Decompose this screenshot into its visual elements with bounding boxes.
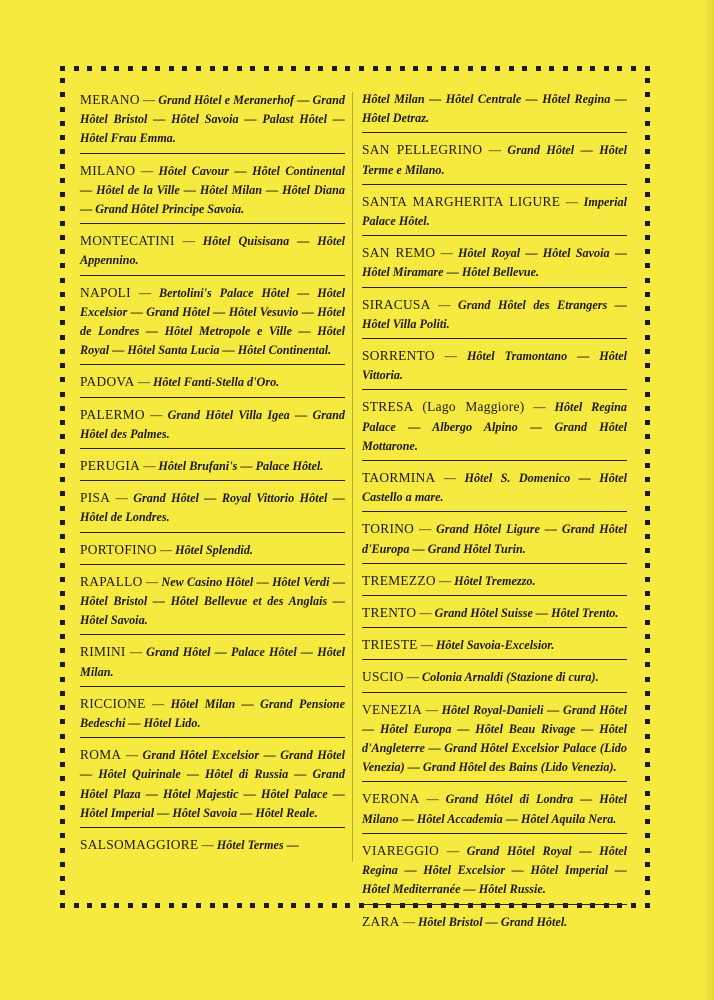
border-dot: [645, 862, 650, 867]
border-dot: [645, 748, 650, 753]
border-dot: [645, 691, 650, 696]
hotel-list: Hôtel Brufani's — Palace Hôtel.: [158, 459, 324, 474]
border-dot: [645, 135, 650, 140]
border-dot: [645, 66, 650, 71]
hotel-list: Grand Hôtel Villa Igea — Grand Hôtel des Palmes.: [80, 407, 346, 441]
border-dot: [223, 66, 228, 71]
border-dot: [60, 463, 65, 468]
city-name: SIRACUSA: [362, 296, 431, 312]
hotel-entry: NAPOLI — Bertolini's Palace Hôtel — Hôtel Excelsior — Grand Hôtel — Hôtel Vesuvio — Hôtel de Londres — Hôtel Metropole e Ville — Hôtel Royal — Hôtel Santa Lucia — Hôtel Continental.: [80, 281, 345, 366]
hotel-entry: ZARA — Hôtel Bristol — Grand Hôtel.: [362, 913, 568, 929]
border-dot: [495, 66, 500, 71]
border-dot: [359, 66, 364, 71]
border-dot: [577, 66, 582, 71]
border-dot: [60, 862, 65, 867]
border-dot: [645, 392, 650, 397]
hotel-entry: TORINO — Grand Hôtel Ligure — Grand Hôtel d'Europa — Grand Hôtel Turin.: [362, 517, 627, 563]
border-dot: [645, 235, 650, 240]
city-name: ROMA: [80, 747, 122, 763]
city-name: VIAREGGIO: [362, 842, 440, 858]
hotel-list: Hôtel Regina Palace — Albergo Alpino — Grand Hôtel Mottarone.: [362, 400, 627, 453]
border-dot: [645, 890, 650, 895]
border-dot: [645, 249, 650, 254]
border-dot: [645, 648, 650, 653]
border-dot: [60, 833, 65, 838]
border-dot: [645, 534, 650, 539]
border-dot: [60, 164, 65, 169]
border-dot: [305, 903, 310, 908]
border-dot: [60, 662, 65, 667]
border-dot: [60, 107, 65, 112]
border-dot: [60, 206, 65, 211]
border-dot: [318, 66, 323, 71]
hotel-entry: MERANO — Grand Hôtel e Meranerhof — Grand Hôtel Bristol — Hôtel Savoia — Palast Hôtel — Hôtel Frau Emma.: [80, 88, 345, 154]
city-name: PADOVA: [80, 374, 135, 390]
hotel-entry: PALERMO — Grand Hôtel Villa Igea — Grand Hôtel des Palmes.: [80, 403, 345, 449]
border-dot: [332, 66, 337, 71]
border-dot: [87, 903, 92, 908]
top-dot-border: [60, 66, 650, 72]
city-name: RIMINI: [80, 644, 126, 660]
city-name: VENEZIA: [362, 701, 423, 717]
hotel-list: Hôtel Tremezzo.: [454, 573, 536, 588]
border-dot: [210, 903, 215, 908]
hotel-entry: RAPALLO — New Casino Hôtel — Hôtel Verdi — Hôtel Bristol — Hôtel Bellevue et des Anglais — Hôtel Savoia.: [80, 570, 345, 636]
hotel-list: Grand Hôtel Ligure — Grand Hôtel d'Europa — Grand Hôtel Turin.: [362, 522, 628, 556]
city-name: RICCIONE: [80, 695, 146, 711]
border-dot: [645, 420, 650, 425]
border-dot: [645, 805, 650, 810]
border-dot: [645, 833, 650, 838]
hotel-list: Grand Hôtel e Meranerhof — Grand Hôtel Bristol — Hôtel Savoia — Palast Hôtel — Hôtel Frau Emma.: [80, 93, 345, 146]
border-dot: [645, 876, 650, 881]
border-dot: [645, 349, 650, 354]
right-column: [362, 88, 627, 941]
border-dot: [60, 92, 65, 97]
city-name: MONTECATINI: [80, 233, 175, 249]
border-dot: [645, 620, 650, 625]
border-dot: [645, 192, 650, 197]
border-dot: [128, 66, 133, 71]
hotel-entry: RIMINI — Grand Hôtel — Palace Hôtel — Hôtel Milan.: [80, 640, 345, 686]
city-name: NAPOLI: [80, 284, 131, 300]
city-name: TREMEZZO: [362, 572, 436, 588]
border-dot: [155, 903, 160, 908]
border-dot: [291, 903, 296, 908]
border-dot: [60, 691, 65, 696]
border-dot: [454, 66, 459, 71]
border-dot: [60, 776, 65, 781]
hotel-entry: STRESA (Lago Maggiore) — Hôtel Regina Palace — Albergo Alpino — Grand Hôtel Mottarone.: [362, 395, 627, 461]
border-dot: [645, 548, 650, 553]
border-dot: [631, 903, 636, 908]
border-dot: [60, 278, 65, 283]
border-dot: [645, 121, 650, 126]
border-dot: [60, 335, 65, 340]
border-dot: [400, 66, 405, 71]
border-dot: [645, 506, 650, 511]
border-dot: [617, 66, 622, 71]
hotel-list: Grand Hôtel des Etrangers — Hôtel Villa Politi.: [362, 297, 627, 331]
border-dot: [60, 292, 65, 297]
page-edge: [706, 0, 714, 1000]
hotel-list: Hôtel Bristol — Grand Hôtel.: [417, 914, 568, 929]
border-dot: [332, 903, 337, 908]
border-dot: [60, 620, 65, 625]
left-dot-border: [60, 78, 66, 896]
border-dot: [645, 677, 650, 682]
border-dot: [645, 149, 650, 154]
hotel-entry: ROMA — Grand Hôtel Excelsior — Grand Hôtel — Hôtel Quirinale — Hôtel di Russia — Grand Hôtel Plaza — Hôtel Majestic — Hôtel Palace — Hôtel Imperial — Hôtel Savoia — Hôtel Reale.: [80, 743, 345, 828]
border-dot: [60, 734, 65, 739]
hotel-entry: TRENTO — Grand Hôtel Suisse — Hôtel Trento.: [362, 601, 627, 628]
border-dot: [645, 791, 650, 796]
hotel-entry: RICCIONE — Hôtel Milan — Grand Pensione Bedeschi — Hôtel Lido.: [80, 692, 345, 738]
city-name: PORTOFINO: [80, 541, 157, 557]
hotel-entry: SAN REMO — Hôtel Royal — Hôtel Savoia — Hôtel Miramare — Hôtel Bellevue.: [362, 241, 627, 287]
hotel-entry: TRIESTE — Hôtel Savoia-Excelsior.: [362, 633, 627, 660]
border-dot: [481, 66, 486, 71]
border-dot: [60, 349, 65, 354]
border-dot: [522, 66, 527, 71]
city-name: RAPALLO: [80, 573, 143, 589]
hotel-list: Hôtel Cavour — Hôtel Continental — Hôtel de la Ville — Hôtel Milan — Hôtel Diana — Grand Hôtel Principe Savoia.: [80, 163, 345, 217]
border-dot: [60, 890, 65, 895]
border-dot: [60, 306, 65, 311]
hotel-list: Hôtel Savoia-Excelsior.: [435, 638, 555, 653]
border-dot: [196, 66, 201, 71]
border-dot: [645, 92, 650, 97]
border-dot: [60, 263, 65, 268]
hotel-entry: [362, 88, 627, 133]
hotel-list: New Casino Hôtel — Hôtel Verdi — Hôtel Bristol — Hôtel Bellevue et des Anglais — Hôtel Savoia.: [80, 574, 346, 628]
border-dot: [305, 66, 310, 71]
border-dot: [60, 66, 65, 71]
border-dot: [645, 719, 650, 724]
border-dot: [114, 903, 119, 908]
border-dot: [645, 705, 650, 710]
hotel-entry: TAORMINA — Hôtel S. Domenico — Hôtel Castello a mare.: [362, 466, 627, 512]
hotel-list: Grand Hôtel Royal — Hôtel Regina — Hôtel Excelsior — Hôtel Imperial — Hôtel Mediterranée — Hôtel Russie.: [362, 843, 627, 897]
border-dot: [645, 292, 650, 297]
border-dot: [645, 634, 650, 639]
hotel-list: Grand Hôtel di Londra — Hôtel Milano — Hôtel Accademia — Hôtel Aquila Nera.: [362, 792, 627, 826]
border-dot: [142, 903, 147, 908]
hotel-entry: SIRACUSA — Grand Hôtel des Etrangers — Hôtel Villa Politi.: [362, 293, 627, 339]
border-dot: [60, 149, 65, 154]
border-dot: [60, 477, 65, 482]
border-dot: [631, 66, 636, 71]
border-dot: [60, 406, 65, 411]
border-dot: [60, 221, 65, 226]
border-dot: [645, 178, 650, 183]
hotel-list: Hôtel Royal — Hôtel Savoia — Hôtel Miramare — Hôtel Bellevue.: [362, 246, 628, 280]
hotel-list: Grand Hôtel Excelsior — Grand Hôtel — Hôtel Quirinale — Hôtel di Russia — Grand Hôtel Plaza — Hôtel Majestic — Hôtel Palace — Hôtel Imperial — Hôtel Savoia — Hôtel Reale.: [80, 748, 345, 820]
border-dot: [645, 848, 650, 853]
border-dot: [509, 66, 514, 71]
left-column: [80, 88, 345, 864]
border-dot: [645, 434, 650, 439]
border-dot: [128, 903, 133, 908]
border-dot: [549, 66, 554, 71]
border-dot: [60, 762, 65, 767]
border-dot: [101, 903, 106, 908]
border-dot: [645, 605, 650, 610]
border-dot: [645, 107, 650, 112]
border-dot: [645, 335, 650, 340]
border-dot: [60, 392, 65, 397]
hotel-list: Grand Hôtel — Palace Hôtel — Hôtel Milan.: [80, 645, 345, 679]
border-dot: [60, 506, 65, 511]
border-dot: [60, 805, 65, 810]
hotel-list: Hôtel Milan — Hôtel Centrale — Hôtel Regina — Hôtel Detraz.: [362, 92, 627, 126]
hotel-list: Hôtel Fanti-Stella d'Oro.: [152, 375, 280, 390]
border-dot: [590, 66, 595, 71]
city-name: TAORMINA: [362, 470, 436, 486]
city-name: SANTA MARGHERITA LIGURE: [362, 193, 561, 209]
border-dot: [114, 66, 119, 71]
border-dot: [645, 263, 650, 268]
border-dot: [60, 320, 65, 325]
city-name: USCIO: [362, 669, 404, 685]
border-dot: [60, 577, 65, 582]
border-dot: [60, 705, 65, 710]
border-dot: [318, 903, 323, 908]
city-name: PALERMO: [80, 406, 145, 422]
border-dot: [645, 903, 650, 908]
border-dot: [60, 903, 65, 908]
border-dot: [60, 520, 65, 525]
border-dot: [237, 903, 242, 908]
right-dot-border: [645, 78, 651, 896]
border-dot: [87, 66, 92, 71]
hotel-entry: USCIO — Colonia Arnaldi (Stazione di cura).: [362, 665, 627, 692]
border-dot: [345, 903, 350, 908]
border-dot: [60, 249, 65, 254]
border-dot: [60, 848, 65, 853]
border-dot: [536, 66, 541, 71]
border-dot: [427, 66, 432, 71]
border-dot: [60, 192, 65, 197]
hotel-list: Hôtel S. Domenico — Hôtel Castello a mare.: [362, 471, 627, 505]
border-dot: [645, 776, 650, 781]
city-name: TORINO: [362, 521, 415, 537]
border-dot: [60, 135, 65, 140]
border-dot: [645, 206, 650, 211]
hotel-list: Imperial Palace Hôtel.: [362, 194, 627, 229]
hotel-entry: VIAREGGIO — Grand Hôtel Royal — Hôtel Regina — Hôtel Excelsior — Hôtel Imperial — Hôtel Mediterranée — Hôtel Russie.: [362, 839, 627, 905]
border-dot: [101, 66, 106, 71]
hotel-list: Hôtel Splendid.: [175, 542, 253, 557]
border-dot: [60, 791, 65, 796]
city-name: ZARA: [362, 913, 400, 929]
border-dot: [645, 577, 650, 582]
city-name: MERANO: [80, 92, 140, 107]
border-dot: [291, 66, 296, 71]
border-dot: [645, 819, 650, 824]
border-dot: [278, 903, 283, 908]
city-name: TRENTO: [362, 605, 417, 621]
border-dot: [250, 903, 255, 908]
border-dot: [60, 491, 65, 496]
border-dot: [441, 66, 446, 71]
hotel-entry: MONTECATINI — Hôtel Quisisana — Hôtel Appennino.: [80, 229, 345, 275]
hotel-entry: SORRENTO — Hôtel Tramontano — Hôtel Vittoria.: [362, 344, 627, 390]
border-dot: [250, 66, 255, 71]
border-dot: [237, 66, 242, 71]
border-dot: [645, 477, 650, 482]
border-dot: [60, 677, 65, 682]
border-dot: [60, 377, 65, 382]
city-name: SAN REMO: [362, 245, 436, 261]
border-dot: [60, 819, 65, 824]
hotel-entry: PADOVA — Hôtel Fanti-Stella d'Oro.: [80, 370, 345, 397]
border-dot: [413, 66, 418, 71]
border-dot: [645, 221, 650, 226]
hotel-entry: SANTA MARGHERITA LIGURE — Imperial Palace Hôtel.: [362, 190, 627, 236]
border-dot: [60, 78, 65, 83]
border-dot: [60, 719, 65, 724]
border-dot: [563, 66, 568, 71]
city-name: MILANO: [80, 162, 136, 178]
border-dot: [182, 903, 187, 908]
hotel-entry: VENEZIA — Hôtel Royal-Danieli — Grand Hôtel — Hôtel Europa — Hôtel Beau Rivage — Hôtel d'Angleterre — Grand Hôtel Excelsior Palace (Lido Venezia) — Grand Hôtel des Bains (Lido Venezia).: [362, 698, 627, 783]
border-dot: [74, 66, 79, 71]
border-dot: [142, 66, 147, 71]
border-dot: [345, 66, 350, 71]
border-dot: [264, 66, 269, 71]
border-dot: [645, 491, 650, 496]
border-dot: [155, 66, 160, 71]
border-dot: [645, 78, 650, 83]
city-name: SORRENTO: [362, 348, 435, 364]
hotel-entry: TREMEZZO — Hôtel Tremezzo.: [362, 569, 627, 596]
border-dot: [645, 563, 650, 568]
border-dot: [210, 66, 215, 71]
border-dot: [645, 377, 650, 382]
border-dot: [60, 235, 65, 240]
border-dot: [60, 634, 65, 639]
border-dot: [182, 66, 187, 71]
hotel-entry: VERONA — Grand Hôtel di Londra — Hôtel Milano — Hôtel Accademia — Hôtel Aquila Nera.: [362, 787, 627, 833]
city-name: VERONA: [362, 791, 420, 807]
border-dot: [645, 278, 650, 283]
hotel-list: Hôtel Tramontano — Hôtel Vittoria.: [362, 349, 628, 383]
border-dot: [223, 903, 228, 908]
hotel-entry: PISA — Grand Hôtel — Royal Vittorio Hôtel — Hôtel de Londres.: [80, 486, 345, 532]
city-name: STRESA (Lago Maggiore): [362, 399, 525, 415]
hotel-list: Grand Hôtel — Hôtel Terme e Milano.: [362, 143, 627, 177]
border-dot: [60, 121, 65, 126]
border-dot: [60, 605, 65, 610]
border-dot: [373, 66, 378, 71]
border-dot: [386, 66, 391, 71]
border-dot: [468, 66, 473, 71]
hotel-list: Grand Hôtel — Royal Vittorio Hôtel — Hôtel de Londres.: [80, 491, 345, 525]
border-dot: [60, 534, 65, 539]
city-name: SALSOMAGGIORE: [80, 837, 199, 853]
border-dot: [60, 748, 65, 753]
city-name: PERUGIA: [80, 458, 141, 474]
hotel-entry: PERUGIA — Hôtel Brufani's — Palace Hôtel.: [80, 454, 345, 481]
border-dot: [60, 876, 65, 881]
border-dot: [645, 520, 650, 525]
border-dot: [604, 66, 609, 71]
border-dot: [264, 903, 269, 908]
border-dot: [278, 66, 283, 71]
border-dot: [645, 363, 650, 368]
hotel-list: Hôtel Termes —: [216, 838, 299, 853]
border-dot: [60, 420, 65, 425]
border-dot: [645, 164, 650, 169]
border-dot: [60, 363, 65, 368]
border-dot: [196, 903, 201, 908]
border-dot: [60, 591, 65, 596]
border-dot: [60, 563, 65, 568]
hotel-list: Bertolini's Palace Hôtel — Hôtel Excelsior — Grand Hôtel — Hôtel Vesuvio — Hôtel de Londres — Hôtel Metropole e Ville — Hôtel Royal — Hôtel Santa Lucia — Hôtel Continental.: [80, 285, 345, 358]
border-dot: [645, 449, 650, 454]
border-dot: [645, 463, 650, 468]
hotel-list: Hôtel Milan — Grand Pensione Bedeschi — Hôtel Lido.: [80, 696, 345, 731]
border-dot: [645, 306, 650, 311]
border-dot: [645, 591, 650, 596]
hotel-list: Hôtel Royal-Danieli — Grand Hôtel — Hôtel Europa — Hôtel Beau Rivage — Hôtel d'Angleterre — Grand Hôtel Excelsior Palace (Lido Venezia) — Grand Hôtel des Bains (Lido Venezia).: [362, 702, 627, 775]
border-dot: [645, 662, 650, 667]
border-dot: [169, 903, 174, 908]
hotel-entry: PORTOFINO — Hôtel Splendid.: [80, 538, 345, 565]
hotel-entry: SALSOMAGGIORE — Hôtel Termes —: [80, 837, 299, 853]
border-dot: [74, 903, 79, 908]
border-dot: [645, 734, 650, 739]
hotel-entry: SAN PELLEGRINO — Grand Hôtel — Hôtel Terme e Milano.: [362, 138, 627, 184]
city-name: PISA: [80, 490, 111, 506]
border-dot: [645, 406, 650, 411]
hotel-list: Colonia Arnaldi (Stazione di cura).: [421, 670, 599, 685]
hotel-list: Grand Hôtel Suisse — Hôtel Trento.: [434, 606, 619, 621]
border-dot: [60, 648, 65, 653]
city-name: SAN PELLEGRINO: [362, 142, 483, 158]
column-separator: [352, 92, 353, 862]
border-dot: [60, 178, 65, 183]
border-dot: [645, 320, 650, 325]
hotel-entry: MILANO — Hôtel Cavour — Hôtel Continental — Hôtel de la Ville — Hôtel Milan — Hôtel Diana — Grand Hôtel Principe Savoia.: [80, 159, 345, 225]
border-dot: [645, 762, 650, 767]
border-dot: [169, 66, 174, 71]
border-dot: [60, 449, 65, 454]
border-dot: [60, 434, 65, 439]
hotel-list: Hôtel Quisisana — Hôtel Appennino.: [80, 234, 345, 268]
border-dot: [60, 548, 65, 553]
city-name: TRIESTE: [362, 637, 418, 653]
